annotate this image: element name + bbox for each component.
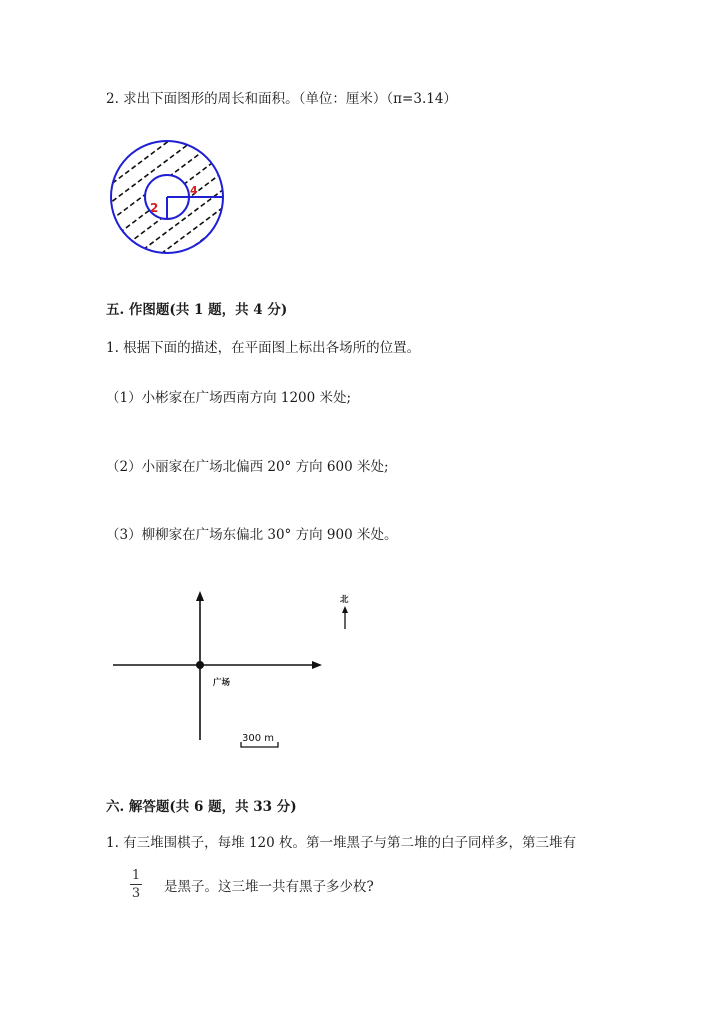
- section-6-question-1-line-2: 是黑子。这三堆一共有黑子多少枚?: [164, 879, 374, 895]
- question-2-text: 2. 求出下面图形的周长和面积。（单位：厘米）（π=3.14）: [106, 91, 457, 107]
- plaza-label: 广场: [213, 678, 231, 688]
- section-5-item-2: （2）小丽家在广场北偏西 20° 方向 600 米处;: [106, 459, 389, 475]
- fraction-bar: [130, 884, 142, 885]
- inner-radius-label: 2: [150, 201, 159, 215]
- one-third-fraction: [128, 868, 144, 901]
- section-6-heading: 六. 解答题(共 6 题，共 33 分): [106, 799, 297, 815]
- fraction-denominator: 3: [131, 886, 141, 901]
- section-5-heading: 五. 作图题(共 1 题，共 4 分): [106, 302, 288, 318]
- east-arrowhead: [312, 661, 322, 669]
- plan-map: [110, 585, 370, 755]
- scale-label: 300 m: [242, 733, 275, 744]
- section-5-item-1: （1）小彬家在广场西南方向 1200 米处;: [106, 390, 352, 406]
- section-5-question-1: 1. 根据下面的描述，在平面图上标出各场所的位置。: [106, 340, 421, 356]
- north-label: 北: [340, 595, 349, 605]
- plaza-point: [196, 661, 204, 669]
- section-6-question-1-line-1: 1. 有三堆围棋子，每堆 120 枚。第一堆黑子与第二堆的白子同样多，第三堆有: [106, 835, 577, 851]
- fraction-numerator: 1: [131, 868, 141, 883]
- annulus-figure: [104, 134, 230, 260]
- north-axis-arrowhead: [196, 591, 204, 601]
- north-arrow-icon: [342, 606, 348, 613]
- section-5-item-3: （3）柳柳家在广场东偏北 30° 方向 900 米处。: [106, 527, 398, 543]
- outer-radius-label: 4: [190, 184, 198, 197]
